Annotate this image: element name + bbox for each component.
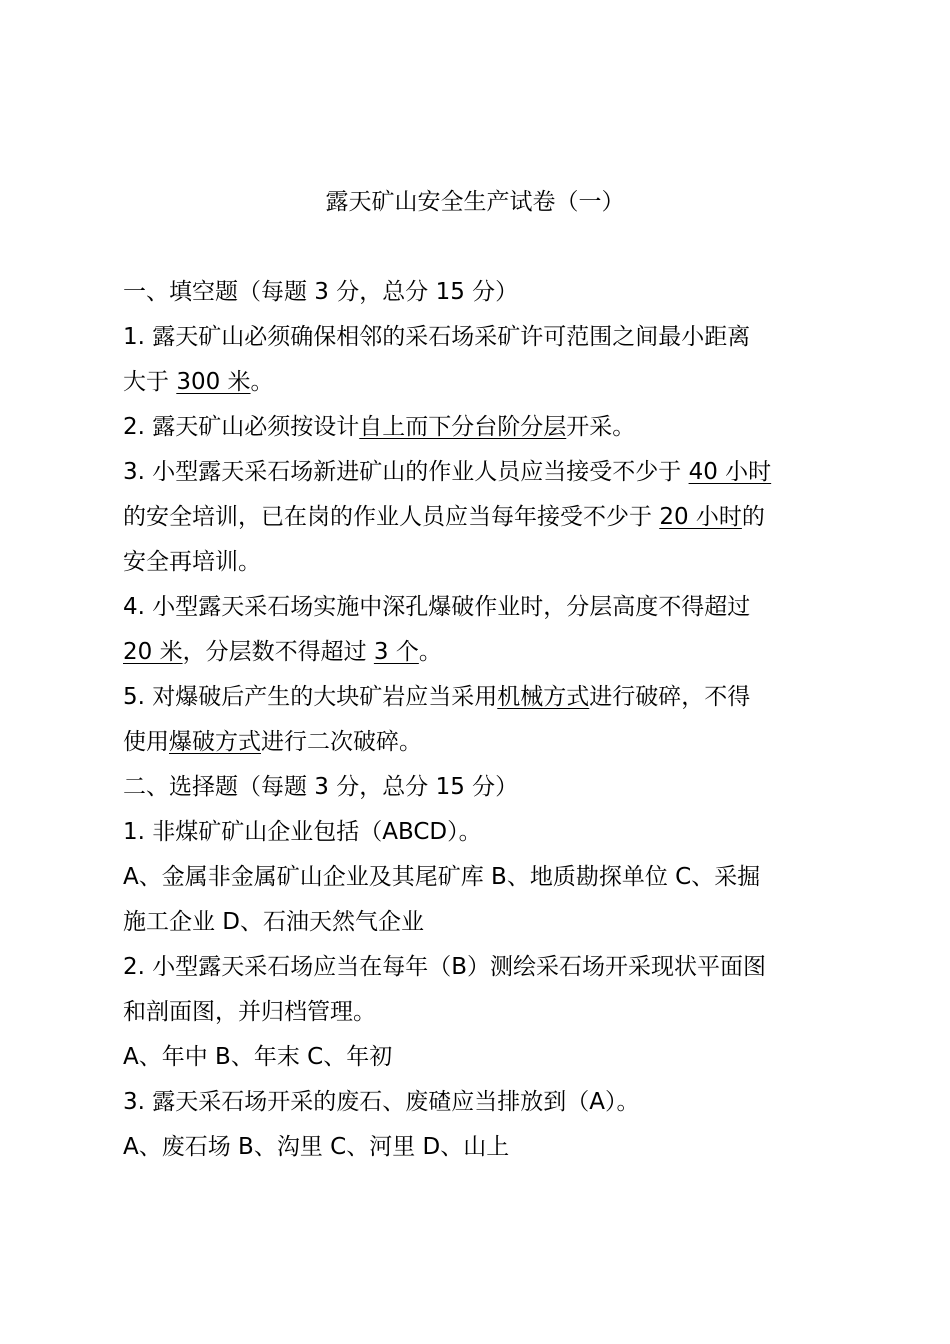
fill-q4-answer2: 3 个 [373,639,419,665]
fill-q5-answer2: 爆破方式 [169,729,261,755]
fill-q4-text-mid: ，分层数不得超过 [182,639,374,665]
fill-q1-answer: 300 米 [176,369,251,395]
fill-q5-text-pre2: 使用 [123,729,169,755]
fill-q5-line1 [123,675,838,720]
choice-q2-stem-line2: 和剖面图，并归档管理。 [123,999,376,1025]
fill-q5-text-post2: 进行二次破碎。 [261,729,422,755]
fill-q3-line1 [123,450,838,495]
fill-q3-answer1: 40 小时 [688,459,772,485]
fill-q2-text-pre: 2. 露天矿山必须按设计 [123,414,360,440]
choice-q3-options: A、废石场 B、沟里 C、河里 D、山上 [123,1134,510,1160]
fill-q1-text-pre: 大于 [123,369,177,395]
fill-q3-answer2: 20 小时 [659,504,742,530]
fill-q3-text-post: 的 [741,504,765,530]
fill-q1-line1: 1. 露天矿山必须确保相邻的采石场采矿许可范围之间最小距离 [123,324,751,350]
choice-q1-options-line2: 施工企业 D、石油天然气企业 [123,909,425,935]
fill-q5-answer1: 机械方式 [497,684,590,710]
fill-q2-line1 [123,405,838,450]
choice-q1-stem: 1. 非煤矿矿山企业包括（ABCD）。 [123,819,482,845]
section-heading-choice: 二、选择题（每题 3 分，总分 15 分） [123,774,519,800]
exam-title: 露天矿山安全生产试卷（一） [325,189,625,215]
fill-q3-line3: 安全再培训。 [123,549,261,575]
fill-q2-text-post: 开采。 [566,414,636,440]
choice-q1-options-line1: A、金属非金属矿山企业及其尾矿库 B、地质勘探单位 C、采掘 [123,864,761,890]
fill-q5-text-post: 进行破碎，不得 [589,684,751,710]
fill-q3-line2 [123,495,838,540]
fill-q5-line2 [123,720,838,765]
fill-q2-answer: 自上而下分台阶分层 [359,414,567,440]
fill-q1-text-post: 。 [250,369,274,395]
fill-q4-answer1: 20 米 [123,639,183,665]
choice-q3-stem: 3. 露天采石场开采的废石、废碴应当排放到（A）。 [123,1089,640,1115]
choice-q2-options: A、年中 B、年末 C、年初 [123,1044,393,1070]
exam-content [123,270,838,1170]
fill-q5-text-pre: 5. 对爆破后产生的大块矿岩应当采用 [123,684,498,710]
fill-q4-line1: 4. 小型露天采石场实施中深孔爆破作业时，分层高度不得超过 [123,594,751,620]
fill-q3-text-mid: 的安全培训，已在岗的作业人员应当每年接受不少于 [123,504,660,530]
fill-q4-line2 [123,630,838,675]
fill-q3-text-pre: 3. 小型露天采石场新进矿山的作业人员应当接受不少于 [123,459,689,485]
fill-q4-text-post: 。 [418,639,442,665]
choice-q2-stem-line1: 2. 小型露天采石场应当在每年（B）测绘采石场开采现状平面图 [123,954,767,980]
fill-q1-line2 [123,360,838,405]
section-heading-fill-in: 一、填空题（每题 3 分，总分 15 分） [123,279,519,305]
